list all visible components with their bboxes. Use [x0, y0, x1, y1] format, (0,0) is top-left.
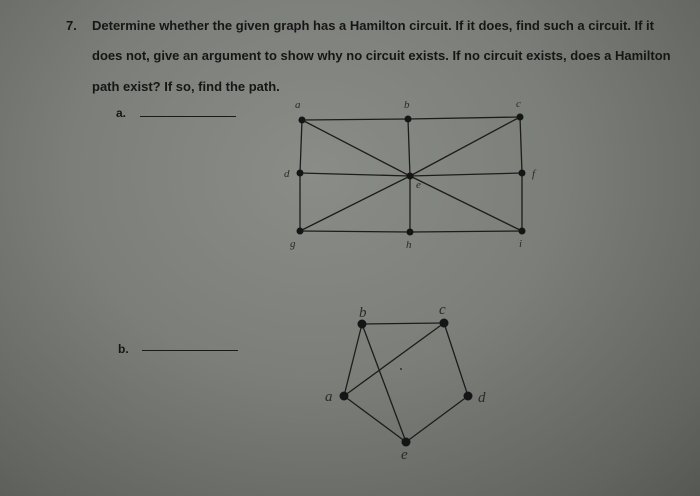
graph-b-edges: [344, 323, 468, 442]
vertex-f-dot: [519, 170, 526, 177]
edge-c-e: [410, 117, 520, 176]
vertex-e2-label: e: [401, 447, 408, 463]
edge-e-f: [410, 173, 522, 176]
edge-d-e-2: [406, 396, 468, 442]
edge-c-f: [520, 117, 522, 173]
edge-a-e: [302, 120, 410, 176]
vertex-d-dot: [297, 170, 304, 177]
vertex-i-label: i: [519, 238, 523, 250]
edge-e-a-2: [344, 396, 406, 442]
part-a-label: a.: [116, 106, 127, 120]
vertex-g-dot: [297, 228, 304, 235]
edge-b-c-2: [362, 323, 444, 324]
vertex-d2-dot: [464, 392, 473, 401]
vertex-b-dot: [405, 116, 412, 123]
question-line-3: path exist? If so, find the path.: [92, 79, 280, 94]
vertex-b-label: b: [404, 99, 410, 111]
vertex-e-label: e: [416, 179, 421, 191]
vertex-e2-dot: [402, 438, 411, 447]
vertex-c2-label: c: [439, 302, 446, 318]
part-b-label: b.: [118, 342, 129, 356]
vertex-h-label: h: [406, 239, 412, 251]
vertex-d-label: d: [284, 168, 290, 180]
edge-b-e: [408, 119, 410, 176]
problem-number: 7.: [66, 18, 77, 33]
vertex-c-label: c: [516, 98, 521, 110]
vertex-d2-label: d: [478, 390, 486, 406]
edge-a-b: [302, 119, 408, 120]
vertex-c2-dot: [440, 319, 449, 328]
vertex-i-dot: [519, 228, 526, 235]
question-line-1: Determine whether the given graph has a Hamilton circuit. If it does, find such a circuit. If it: [92, 18, 654, 33]
vertex-c-dot: [517, 114, 524, 121]
vertex-a2-dot: [340, 392, 349, 401]
edge-c-d-2: [444, 323, 468, 396]
edge-b-c: [408, 117, 520, 119]
edge-d-e: [300, 173, 410, 176]
edge-b-e-2: [362, 324, 406, 442]
edge-h-i: [410, 231, 522, 232]
edge-g-h: [300, 231, 410, 232]
vertex-g-label: g: [290, 238, 296, 250]
vertex-f-label: f: [532, 168, 536, 180]
edge-a-d: [300, 120, 302, 173]
vertex-b2-label: b: [359, 305, 367, 321]
vertex-a-dot: [299, 117, 306, 124]
edge-e-g: [300, 176, 410, 231]
graph-b-vertices: [340, 319, 473, 447]
vertex-a2-label: a: [325, 389, 333, 405]
question-line-2: does not, give an argument to show why no circuit exists. If no circuit exists, does a Hamilton: [92, 48, 671, 63]
stray-mark-dot: [400, 368, 402, 370]
vertex-h-dot: [407, 229, 414, 236]
edge-e-i: [410, 176, 522, 231]
vertex-e-dot: [407, 173, 414, 180]
vertex-a-label: a: [295, 99, 301, 111]
